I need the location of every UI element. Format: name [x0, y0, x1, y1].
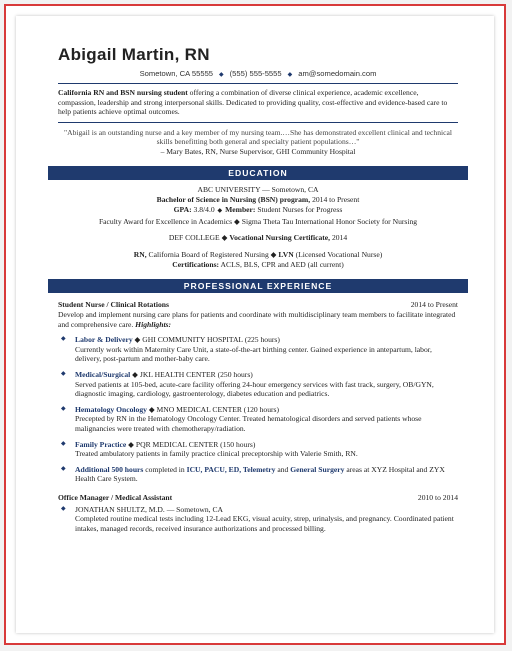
rotation-item: ◆ Labor & Delivery ◆ GHI COMMUNITY HOSPITAL (225 hours) Currently work within Maternity Care Unit, a state-of-the-art birthing center. Gained experience in antepartum, labor, delivery, post-partum and mother-baby care. [58, 335, 458, 364]
diamond-bullet-icon: ◆ [61, 440, 66, 447]
job-2-dates: 2010 to 2014 [417, 492, 458, 502]
document-frame [4, 4, 506, 645]
diamond-bullet-icon: ◆ [61, 336, 66, 343]
summary-text: offering a combination of diverse clinical experience, academic excellence, compassion, leadership and strong interpersonal skills. Dedicated to providing quality, cost-effective and evidence-based care to help patients achieve optimal outcomes. [58, 88, 448, 117]
education-section [58, 185, 458, 271]
diamond-bullet-icon: ◆ [61, 465, 66, 472]
diamond-icon: ◆ [287, 72, 293, 78]
header-divider [58, 83, 458, 84]
candidate-name: Abigail Martin, RN [58, 45, 210, 64]
testimonial-quote: "Abigail is an outstanding nurse and a key member of my nursing team.…She has demonstrated excellent clinical and technical skills benefitting both general and specialty patient populations…" [64, 127, 452, 147]
license-line: RN, California Board of Registered Nursing ◆ LVN (Licensed Vocational Nurse) [133, 249, 383, 259]
job-1-title: Student Nurse / Clinical Rotations [58, 300, 169, 310]
job-1-header [58, 300, 458, 310]
rotation-item: ◆ Medical/Surgical ◆ JKL HEALTH CENTER (250 hours) Served patients at 105-bed, acute-care facility offering 24-hour emergency services with fast track, surgery, OB/GYN, diagnostic imaging, cardiology, gastroenterology, diabetes education and pediatrics. [58, 370, 458, 399]
degree-1: Bachelor of Science in Nursing (BSN) program, 2014 to Present [156, 194, 360, 204]
summary-lead: California RN and BSN nursing student [58, 88, 188, 97]
school-2: DEF COLLEGE ◆ Vocational Nursing Certificate, 2014 [168, 233, 348, 243]
diamond-icon: ◆ [219, 72, 224, 78]
diamond-icon: ◆ [217, 208, 223, 215]
job-1-description: Develop and implement nursing care plans for patients and coordinate with multidisciplinary team members to facilitate integrated and comprehensive care. Highlights: [58, 310, 456, 329]
school-1: ABC UNIVERSITY — Sometown, CA [197, 184, 319, 194]
rotation-item: ◆ Family Practice ◆ PQR MEDICAL CENTER (150 hours) Treated ambulatory patients in family practice clinical preceptorship with Valerie Smith, RN. [58, 440, 458, 459]
job-1-dates: 2014 to Present [410, 300, 458, 310]
diamond-bullet-icon: ◆ [61, 405, 66, 412]
experience-heading: PROFESSIONAL EXPERIENCE [48, 279, 468, 293]
certifications-line: Certifications: ACLS, BLS, CPR and AED (all current) [172, 260, 344, 269]
contact-location: Sometown, CA 55555 [139, 69, 214, 78]
diamond-bullet-icon: ◆ [61, 370, 66, 377]
summary-divider [58, 122, 458, 123]
summary-paragraph [58, 88, 458, 117]
resume-page [16, 16, 494, 633]
contact-line [58, 69, 458, 78]
contact-email: am@somedomain.com [298, 69, 377, 78]
contact-phone: (555) 555-5555 [229, 69, 282, 78]
additional-hours-item: ◆ Additional 500 hours completed in ICU, PACU, ED, Telemetry and General Surgery areas at XYZ Hospital and ZYX Health Care System. [58, 465, 458, 484]
gpa-line: GPA: 3.8/4.0 ◆ Member: Student Nurses for Progress [173, 205, 343, 215]
resume-content [58, 46, 458, 533]
education-heading: EDUCATION [48, 166, 468, 180]
job-2-title: Office Manager / Medical Assistant [58, 492, 173, 502]
testimonial [58, 128, 458, 157]
honors-line: Faculty Award for Excellence in Academics ◆ Sigma Theta Tau International Honor Society for Nursing [98, 216, 418, 226]
rotation-item: ◆ Hematology Oncology ◆ MNO MEDICAL CENTER (120 hours) Precepted by RN in the Hematology Oncology Center. Treated hematological disorders and served patients whose malignancies were treated with chemotherapy/radiation. [58, 405, 458, 434]
diamond-bullet-icon: ◆ [61, 505, 66, 512]
testimonial-attribution: – Mary Bates, RN, Nurse Supervisor, GHI Community Hospital [160, 146, 356, 156]
job-2-detail: ◆ JONATHAN SHULTZ, M.D. — Sometown, CA Completed routine medical tests including 12-Lead EKG, visual acuity, strep, urinalysis, and pregnancy. Coordinated patient intakes, managed records, received insurance authorizations and processed billing. [58, 505, 458, 534]
job-2-header [58, 493, 458, 503]
